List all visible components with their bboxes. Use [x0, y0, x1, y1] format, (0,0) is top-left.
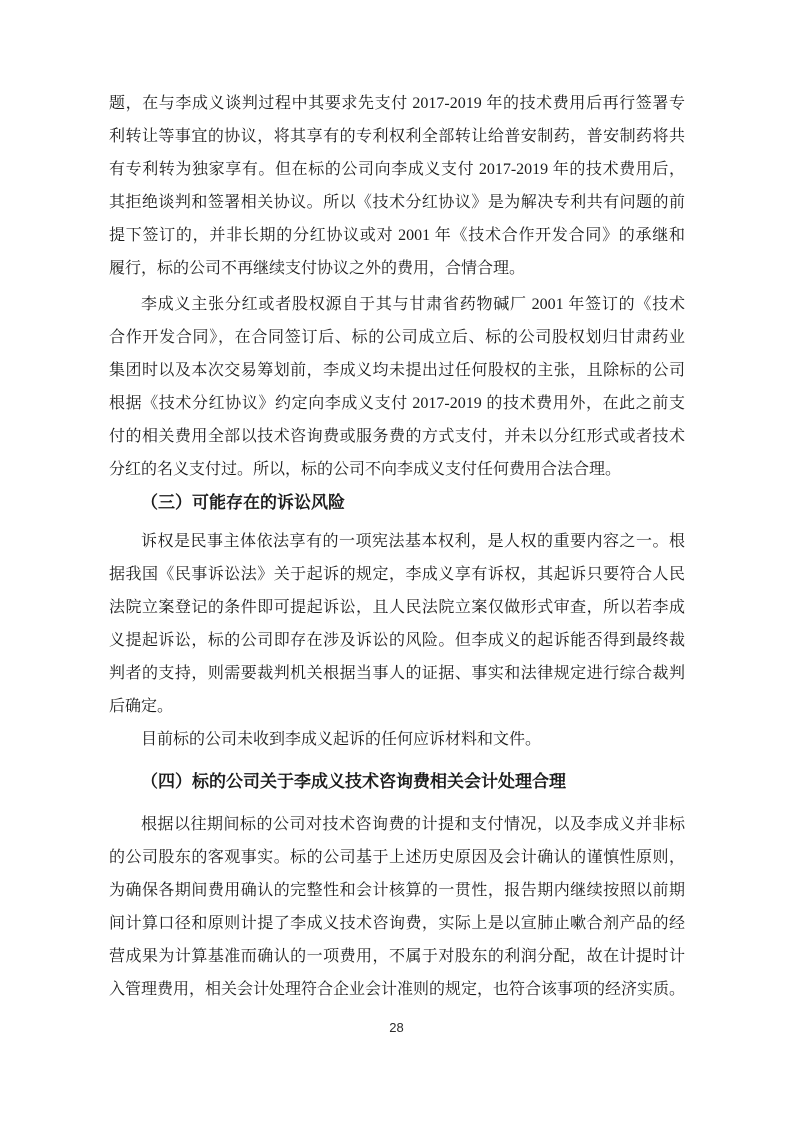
paragraph-dividend-claim-line: 李成义主张分红或者股权源自于其与甘肃省药物碱厂 2001 年签订的《技术 [141, 296, 685, 313]
paragraph-litigation-risk-line: 判者的支持，则需要裁判机关根据当事人的证据、事实和法律规定进行综合裁判 [109, 665, 685, 682]
paragraph-accounting-treatment-line: 入管理费用，相关会计处理符合企业会计准则的规定，也符合该事项的经济实质。 [109, 981, 686, 998]
paragraph-patent-negotiation-line: 利转让等事宜的协议，将其享有的专利权利全部转让给普安制药，普安制药将共 [109, 128, 685, 145]
paragraph-accounting-treatment-line: 为确保各期间费用确认的完整性和会计核算的一贯性，报告期内继续按照以前期 [109, 882, 685, 899]
paragraph-patent-negotiation-line: 其拒绝谈判和签署相关协议。所以《技术分红协议》是为解决专利共有问题的前 [109, 194, 685, 211]
document-body [109, 87, 685, 1006]
paragraph-litigation-risk-line: 后确定。 [109, 698, 174, 715]
paragraph-patent-negotiation-line: 履行，标的公司不再继续支付协议之外的费用，合情合理。 [109, 260, 526, 277]
section-heading-4: （四）标的公司关于李成义技术咨询费相关会计处理合理 [141, 772, 566, 791]
page-number: 28 [389, 1020, 404, 1035]
section-heading-3: （三）可能存在的诉讼风险 [141, 493, 345, 512]
paragraph-litigation-risk-line: 诉权是民事主体依法享有的一项宪法基本权利，是人权的重要内容之一。根 [141, 533, 685, 550]
paragraph-accounting-treatment-line: 的公司股东的客观事实。标的公司基于上述历史原因及会计确认的谨慎性原则， [109, 849, 685, 866]
paragraph-litigation-risk-line: 义提起诉讼，标的公司即存在涉及诉讼的风险。但李成义的起诉能否得到最终裁 [109, 632, 685, 649]
paragraph-accounting-treatment-line: 根据以往期间标的公司对技术咨询费的计提和支付情况，以及李成义并非标 [141, 816, 685, 833]
paragraph-patent-negotiation-line: 题，在与李成义谈判过程中其要求先支付 2017-2019 年的技术费用后再行签署专 [109, 95, 685, 112]
paragraph-litigation-risk-line: 法院立案登记的条件即可提起诉讼，且人民法院立案仅做形式审查，所以若李成 [109, 599, 685, 616]
paragraph-dividend-claim-line: 付的相关费用全部以技术咨询费或服务费的方式支付，并未以分红形式或者技术 [109, 428, 685, 445]
paragraph-dividend-claim-line: 集团时以及本次交易筹划前，李成义均未提出过任何股权的主张，且除标的公司 [109, 362, 685, 379]
paragraph-accounting-treatment-line: 间计算口径和原则计提了李成义技术咨询费，实际上是以宣肺止嗽合剂产品的经 [109, 915, 685, 932]
paragraph-litigation-risk-line: 据我国《民事诉讼法》关于起诉的规定，李成义享有诉权，其起诉只要符合人民 [109, 566, 685, 583]
paragraph-dividend-claim-line: 合作开发合同》，在合同签订后、标的公司成立后、标的公司股权划归甘肃药业 [109, 329, 685, 346]
paragraph-dividend-claim-line: 根据《技术分红协议》约定向李成义支付 2017-2019 的技术费用外，在此之前支 [109, 395, 685, 412]
paragraph-accounting-treatment-line: 营成果为计算基准而确认的一项费用，不属于对股东的利润分配，故在计提时计 [109, 948, 685, 965]
paragraph-patent-negotiation-line: 有专利转为独家享有。但在标的公司向李成义支付 2017-2019 年的技术费用后， [109, 161, 685, 178]
paragraph-patent-negotiation-line: 提下签订的，并非长期的分红协议或对 2001 年《技术合作开发合同》的承继和 [109, 227, 685, 244]
paragraph-no-litigation-documents-line: 目前标的公司未收到李成义起诉的任何应诉材料和文件。 [141, 731, 542, 748]
paragraph-dividend-claim-line: 分红的名义支付过。所以，标的公司不向李成义支付任何费用合法合理。 [109, 461, 622, 478]
